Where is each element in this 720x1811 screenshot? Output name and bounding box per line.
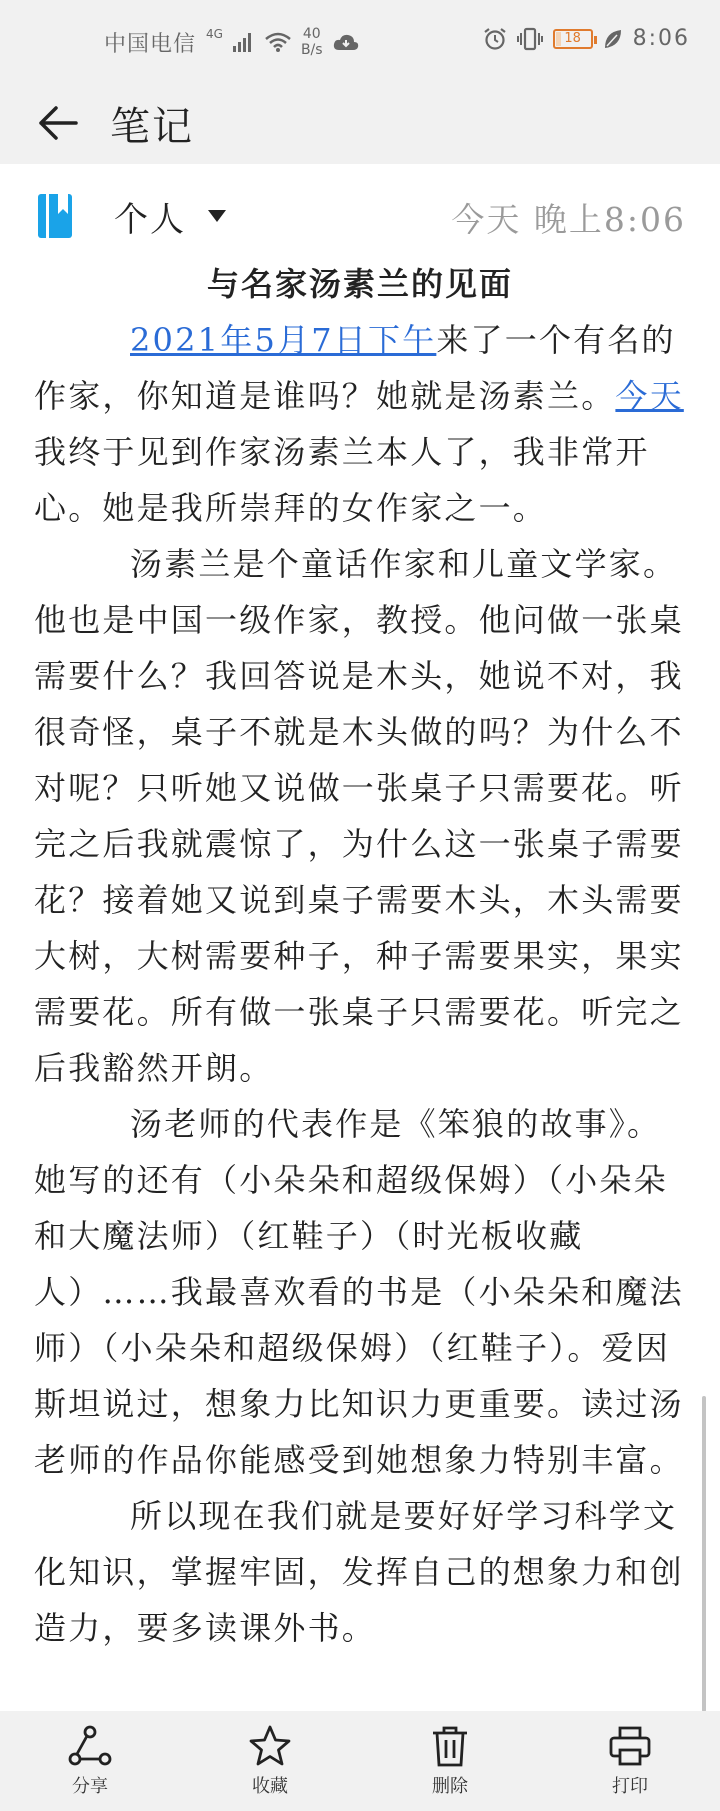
print-label: 打印 <box>612 1776 648 1797</box>
status-right <box>483 26 690 51</box>
note-body[interactable] <box>34 256 686 1656</box>
page-title: 笔记 <box>110 103 194 150</box>
signal-icon <box>233 32 255 52</box>
vibrate-icon <box>517 27 543 51</box>
note-paragraph-2: 汤素兰是个童话作家和儿童文学家。他也是中国一级作家，教授。他问做一张桌需要什么？我回答说是木头，她说不对，我很奇怪，桌子不就是木头做的吗？为什么不对呢？只听她又说做一张桌子只需要花。听完之后我就震惊了，为什么这一张桌子需要花？接着她又说到桌子需要木头，木头需要大树，大树需要种子，种子需要果实，果实需要花。所有做一张桌子只需要花。听完之后我豁然开朗。 <box>34 545 684 1087</box>
category-label: 个人 <box>114 199 186 240</box>
star-icon <box>248 1724 292 1768</box>
back-arrow-icon <box>38 106 78 140</box>
note-meta-row <box>0 176 720 256</box>
app-header <box>0 82 720 164</box>
paragraph-text: 来了一个有名的作家，你知道是谁吗？她就是汤素兰。 <box>34 321 676 415</box>
scrollbar[interactable] <box>702 1396 706 1712</box>
back-button[interactable] <box>28 93 88 153</box>
network-speed-unit: B/s <box>300 42 323 58</box>
battery-icon <box>553 29 593 49</box>
delete-button[interactable] <box>380 1724 520 1798</box>
share-label: 分享 <box>72 1776 108 1797</box>
today-link[interactable]: 今天 <box>615 377 684 415</box>
network-speed <box>301 26 323 58</box>
status-left <box>104 26 359 58</box>
favorite-button[interactable] <box>200 1724 340 1798</box>
note-date: 今天 晚上8:06 <box>451 200 686 239</box>
paragraph-text: 我终于见到作家汤素兰本人了，我非常开心。她是我所崇拜的女作家之一。 <box>34 433 650 527</box>
category-selector[interactable] <box>72 192 226 241</box>
notebook-icon <box>38 194 72 238</box>
alarm-icon <box>483 27 507 51</box>
share-button[interactable] <box>20 1724 160 1798</box>
battery-level: 18 <box>564 31 581 46</box>
share-icon <box>68 1724 112 1768</box>
note-paragraph-3: 汤老师的代表作是《笨狼的故事》。她写的还有（小朵朵和超级保姆）（小朵朵和大魔法师）（红鞋子）（时光板收藏人）……我最喜欢看的书是（小朵朵和魔法师）（小朵朵和超级保姆）（红鞋子）。爱因斯坦说过，想象力比知识力更重要。读过汤老师的作品你能感受到她想象力特别丰富。 <box>34 1105 684 1479</box>
bottom-toolbar <box>0 1711 720 1811</box>
leaf-icon <box>603 28 623 50</box>
note-paragraph-1 <box>34 312 686 536</box>
battery-fill <box>556 32 562 46</box>
print-button[interactable] <box>560 1724 700 1798</box>
network-speed-value: 40 <box>302 26 321 42</box>
note-paragraph-4: 所以现在我们就是要好好学习科学文化知识，掌握牢固，发挥自己的想象力和创造力，要多读课外书。 <box>34 1497 684 1647</box>
carrier-name: 中国电信 <box>104 31 197 57</box>
chevron-down-icon <box>208 210 226 222</box>
status-bar <box>0 0 720 82</box>
favorite-label: 收藏 <box>252 1776 288 1797</box>
status-time: 8:06 <box>632 26 690 51</box>
printer-icon <box>608 1724 652 1768</box>
wifi-icon <box>265 32 291 52</box>
note-title: 与名家汤素兰的见面 <box>206 265 513 303</box>
network-type: 4G <box>206 27 223 41</box>
cloud-icon <box>333 32 359 52</box>
trash-icon <box>428 1724 472 1768</box>
date-link[interactable]: 2021年5月7日下午 <box>130 321 437 359</box>
delete-label: 删除 <box>432 1776 468 1797</box>
